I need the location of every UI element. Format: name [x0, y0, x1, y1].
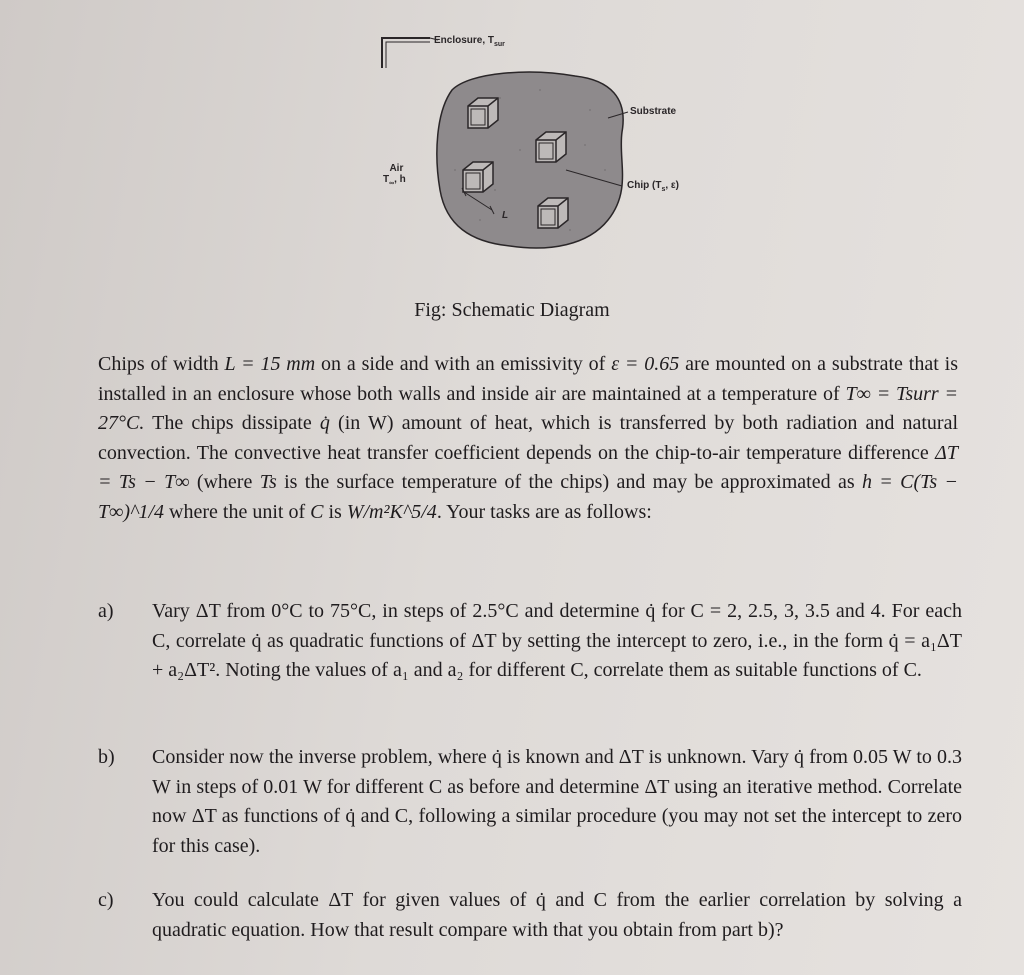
task-c-text: You could calculate ΔT for given values of q̇ and C from the earlier correlation by solving a quadratic equation. How that result compare with that you obtain from part b)? [152, 889, 962, 941]
chip-dimension-label: L [502, 210, 509, 221]
task-c [98, 886, 962, 945]
chip-3 [463, 162, 493, 192]
c-symbol: C [310, 500, 324, 523]
enclosure-wall-inner [386, 42, 430, 68]
task-c-marker: c) [98, 889, 114, 911]
chip-label: Chip ($T_s$, ε) [627, 180, 679, 193]
task-b-text: Consider now the inverse problem, where q̇ is known and ΔT is unknown. Vary q̇ from 0.05 W to 0.3 W in steps of 0.01 W for different C as before and determine ΔT using an iterative method. Correlate now ΔT as functions of q̇ and C, following a similar procedure (you may not set the intercept to zero for this case). [152, 746, 962, 857]
delta-t-equation: ΔT = Ts − T∞ [98, 441, 958, 493]
substrate-shape [437, 72, 623, 248]
air-label: Air $T_\infty$, h [383, 163, 406, 187]
surface-temp-symbol: Ts [259, 471, 277, 493]
heat-symbol: q̇ [319, 412, 330, 434]
task-a [98, 597, 962, 686]
problem-statement: Chips of width L = 15 mm on a side and with an emissivity of ε = 0.65 are mounted on a substrate that is installed in an enclosure whose both walls and inside air are maintained at a temperature of T∞ = Tsurr = 27°C. The chips dissipate q̇ (in W) amount of heat, which is transferred by both radiation and natural convection. The convective heat transfer coefficient depends on the chip-to-air temperature difference ΔT = Ts − T∞ (where Ts is the surface temperature of the chips) and may be approximated as h = C(Ts − T∞)^1/4 where the unit of C is W/m²K^5/4. Your tasks are as follows: [98, 353, 959, 523]
chip-4 [538, 198, 568, 228]
task-a-marker: a) [98, 600, 114, 622]
task-a-text: Vary ΔT from 0°C to 75°C, in steps of 2.5°C and determine q̇ for C = 2, 2.5, 3, 3.5 and 4. For each C, correlate q̇ as quadratic functions of ΔT by setting the intercept to zero, i.e., in the form q̇ = a₁ΔT + a₂ΔT². Noting the values of a₁ and a₂ for different C, correlate them as suitable functions of C. [152, 600, 962, 681]
task-b [98, 743, 962, 861]
substrate-label: Substrate [630, 106, 677, 117]
emissivity-equation: ε = 0.65 [611, 353, 680, 375]
temperature-equation: T∞ = Tsurr = 27°C. [98, 382, 959, 434]
chip-2 [536, 132, 566, 162]
enclosure-label: Enclosure, $T_{sur}$ [434, 35, 505, 48]
figure-caption: Fig: Schematic Diagram [414, 299, 610, 321]
schematic-diagram [360, 20, 720, 280]
convection-equation: h = C(Ts − T∞)^1/4 [98, 471, 959, 523]
c-unit: W/m²K^5/4 [346, 500, 437, 523]
width-equation: L = 15 mm [224, 353, 316, 375]
task-b-marker: b) [98, 746, 115, 768]
chip-1 [468, 98, 498, 128]
